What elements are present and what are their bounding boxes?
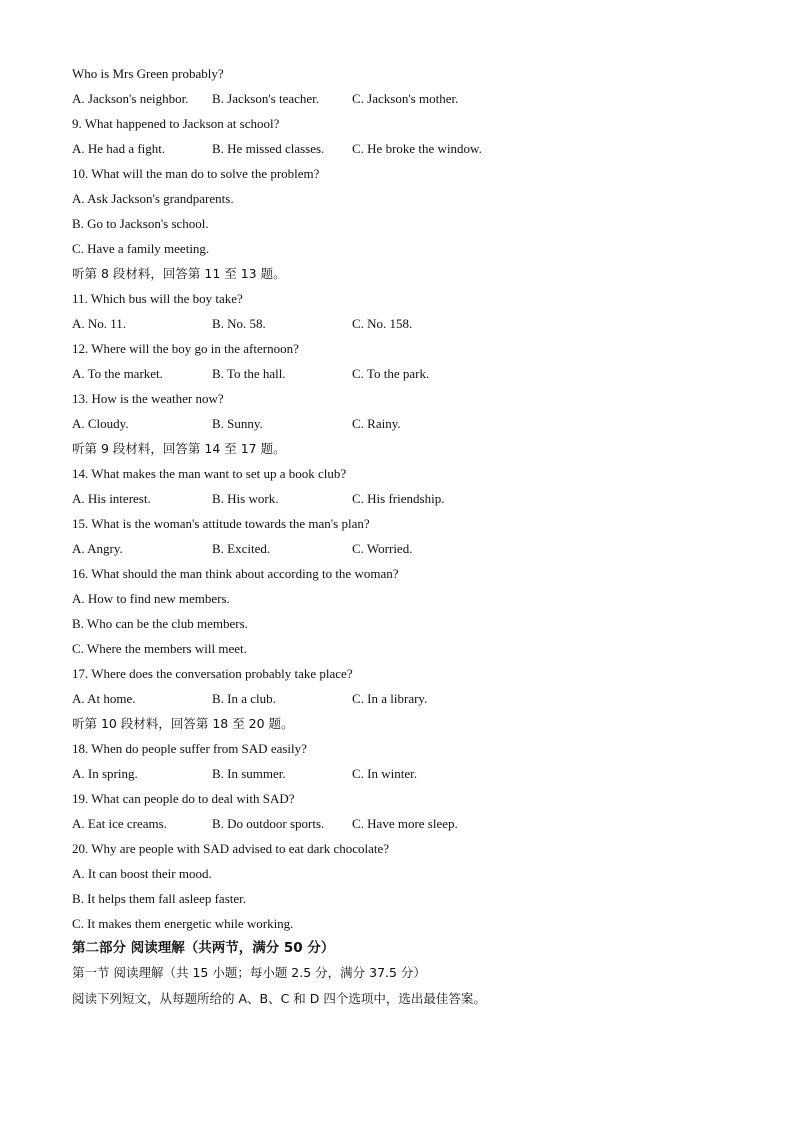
option-row [72, 136, 752, 161]
question-line: A. It can boost their mood. [72, 866, 212, 881]
answer-option: C. In winter. [352, 766, 417, 781]
question-line: C. Where the members will meet. [72, 641, 247, 656]
answer-option: C. Have more sleep. [352, 816, 458, 831]
answer-option: C. His friendship. [352, 491, 445, 506]
option-row [72, 686, 752, 711]
option-row [72, 761, 752, 786]
question-line: 16. What should the man think about according to the woman? [72, 566, 399, 581]
answer-option: C. Rainy. [352, 416, 401, 431]
question-line: A. How to find new members. [72, 591, 230, 606]
question-line: C. Have a family meeting. [72, 241, 210, 256]
option-row [72, 536, 752, 561]
question-line: 19. What can people do to deal with SAD? [72, 791, 295, 806]
answer-option: A. He had a fight. [72, 141, 166, 156]
answer-option: C. In a library. [352, 691, 428, 706]
answer-option: B. In summer. [212, 766, 286, 781]
answer-option: B. He missed classes. [212, 141, 325, 156]
section-instruction: 听第 10 段材料，回答第 18 至 20 题。 [72, 716, 294, 731]
answer-option: C. He broke the window. [352, 141, 482, 156]
answer-option: C. Jackson's mother. [352, 91, 459, 106]
answer-option: C. To the park. [352, 366, 430, 381]
question-line: 11. Which bus will the boy take? [72, 291, 243, 306]
option-row [72, 811, 752, 836]
answer-option: B. To the hall. [212, 366, 286, 381]
answer-option: A. Eat ice creams. [72, 816, 167, 831]
question-line: 20. Why are people with SAD advised to eat dark chocolate? [72, 841, 390, 856]
answer-option: B. Do outdoor sports. [212, 816, 325, 831]
answer-option: C. No. 158. [352, 316, 413, 331]
reading-instruction: 阅读下列短文，从每题所给的 A、B、C 和 D 四个选项中，选出最佳答案。 [72, 991, 486, 1006]
question-line: Who is Mrs Green probably? [72, 66, 224, 81]
question-line: B. Who can be the club members. [72, 616, 248, 631]
question-line: 12. Where will the boy go in the afternoon? [72, 341, 299, 356]
part-two-heading: 第二部分 阅读理解（共两节，满分 50 分） [72, 940, 335, 956]
question-line: 14. What makes the man want to set up a book club? [72, 466, 347, 481]
answer-option: B. No. 58. [212, 316, 266, 331]
answer-option: A. Jackson's neighbor. [72, 91, 189, 106]
option-row [72, 486, 752, 511]
answer-option: C. Worried. [352, 541, 413, 556]
option-row [72, 86, 752, 111]
answer-option: B. In a club. [212, 691, 276, 706]
answer-option: A. In spring. [72, 766, 138, 781]
question-line: 13. How is the weather now? [72, 391, 224, 406]
question-line: 10. What will the man do to solve the problem? [72, 166, 320, 181]
exam-page [72, 61, 752, 1012]
section-instruction: 听第 9 段材料，回答第 14 至 17 题。 [72, 441, 286, 456]
answer-option: A. No. 11. [72, 316, 127, 331]
question-line: 9. What happened to Jackson at school? [72, 116, 280, 131]
question-line: B. It helps them fall asleep faster. [72, 891, 247, 906]
answer-option: B. Jackson's teacher. [212, 91, 320, 106]
option-row [72, 411, 752, 436]
answer-option: B. His work. [212, 491, 279, 506]
answer-option: A. To the market. [72, 366, 163, 381]
question-line: A. Ask Jackson's grandparents. [72, 191, 234, 206]
answer-option: B. Sunny. [212, 416, 263, 431]
question-line: C. It makes them energetic while working. [72, 916, 294, 931]
question-line: 18. When do people suffer from SAD easily? [72, 741, 307, 756]
option-row [72, 361, 752, 386]
question-line: B. Go to Jackson's school. [72, 216, 209, 231]
option-row [72, 311, 752, 336]
answer-option: A. Angry. [72, 541, 123, 556]
answer-option: B. Excited. [212, 541, 271, 556]
answer-option: A. At home. [72, 691, 136, 706]
answer-option: A. His interest. [72, 491, 151, 506]
section-one-title: 第一节 阅读理解（共 15 小题；每小题 2.5 分，满分 37.5 分） [72, 965, 426, 980]
question-line: 17. Where does the conversation probably take place? [72, 666, 353, 681]
answer-option: A. Cloudy. [72, 416, 129, 431]
listening-questions [72, 61, 752, 936]
question-line: 15. What is the woman's attitude towards the man's plan? [72, 516, 370, 531]
section-instruction: 听第 8 段材料，回答第 11 至 13 题。 [72, 266, 286, 281]
